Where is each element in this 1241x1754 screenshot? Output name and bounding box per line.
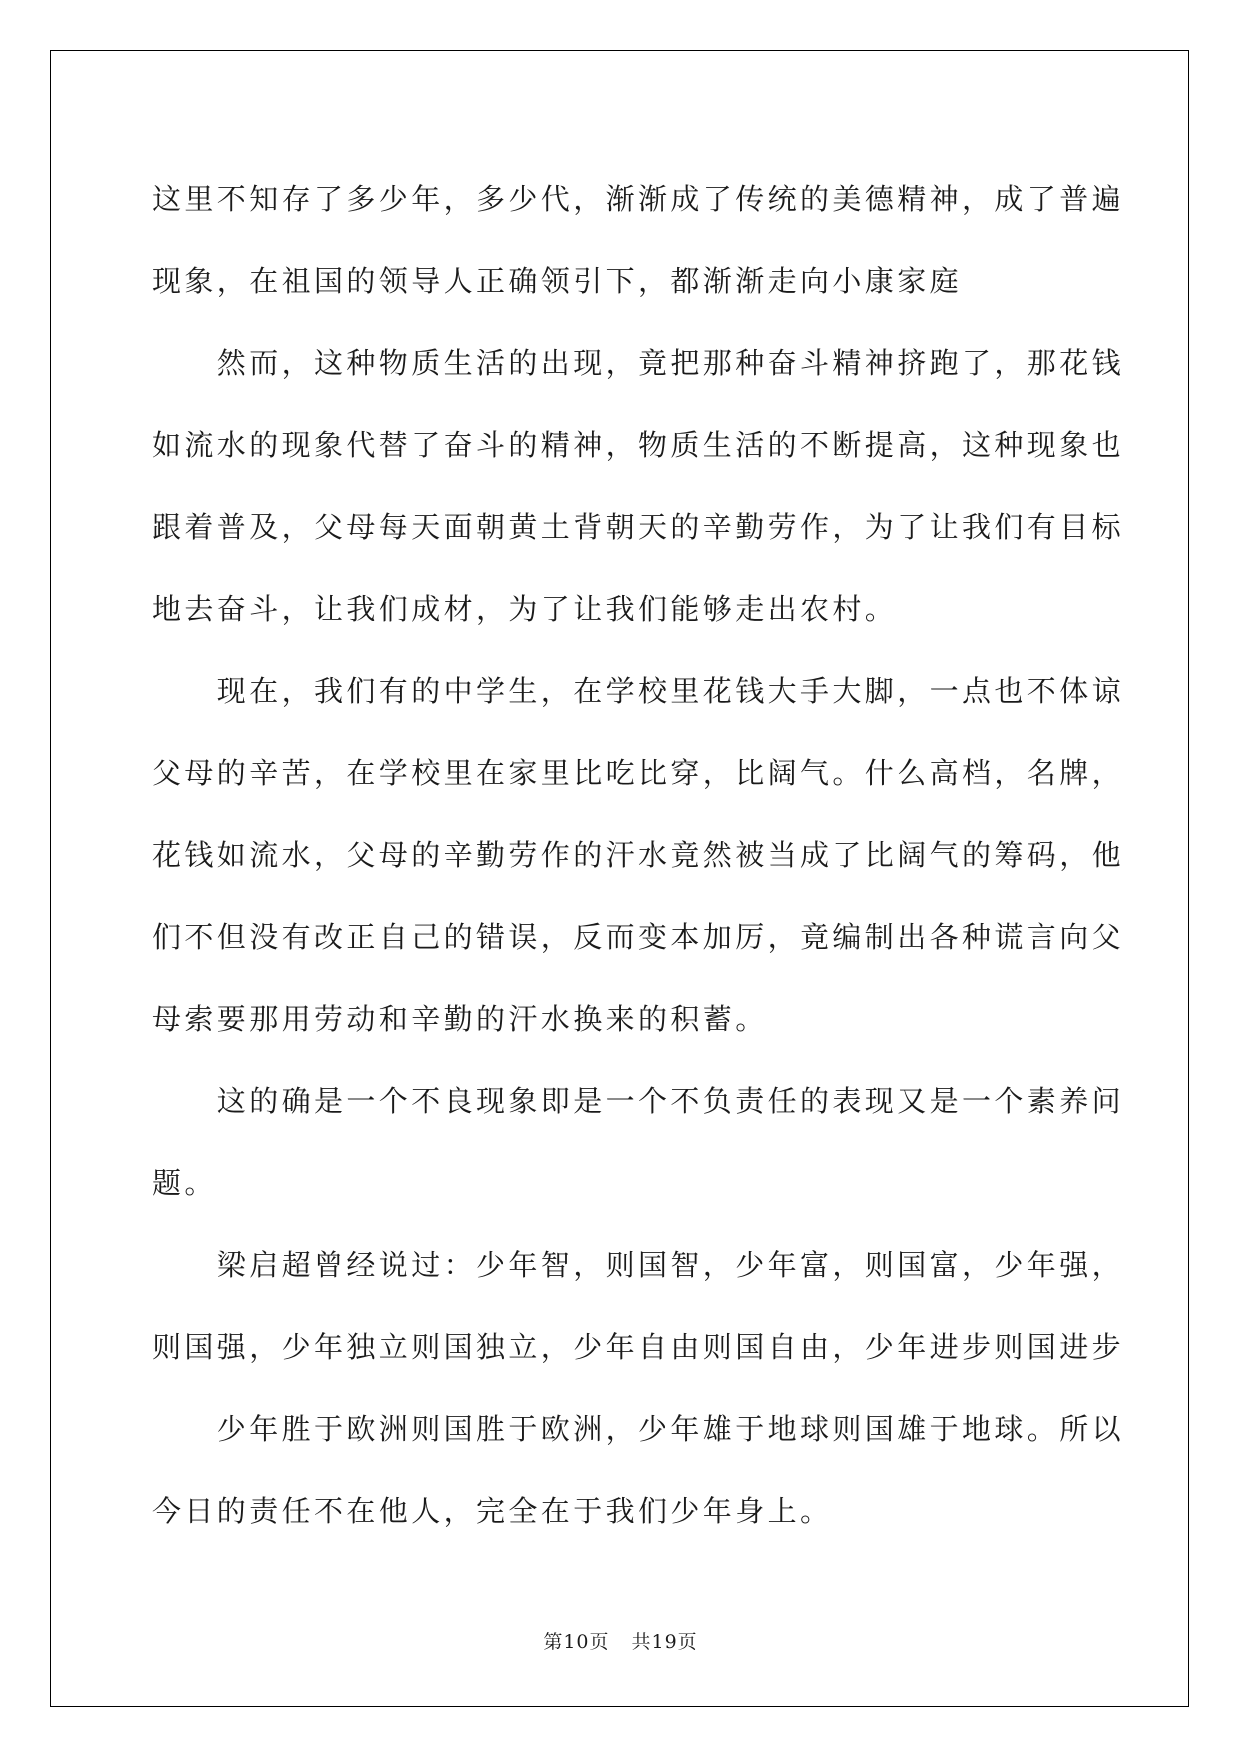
- text-line: 地去奋斗，让我们成材，为了让我们能够走出农村。: [152, 592, 898, 626]
- text-line: 少年胜于欧洲则国胜于欧洲，少年雄于地球则国雄于地球。所以: [152, 1412, 1125, 1446]
- page-number-total: 共19页: [631, 1631, 698, 1653]
- document-body: [152, 158, 1125, 1552]
- text-line: 现在，我们有的中学生，在学校里花钱大手大脚，一点也不体谅: [152, 674, 1125, 708]
- text-line: 则国强，少年独立则国独立，少年自由则国自由，少年进步则国进步: [152, 1330, 1125, 1364]
- text-line: 们不但没有改正自己的错误，反而变本加厉，竟编制出各种谎言向父: [152, 920, 1125, 954]
- text-line: 题。: [152, 1166, 217, 1200]
- text-line: 梁启超曾经说过：少年智，则国智，少年富，则国富，少年强，: [152, 1248, 1125, 1282]
- page-number-current: 第10页: [543, 1631, 610, 1653]
- text-line: 然而，这种物质生活的出现，竟把那种奋斗精神挤跑了，那花钱: [152, 346, 1125, 380]
- text-line: 跟着普及，父母每天面朝黄土背朝天的辛勤劳作，为了让我们有目标: [152, 510, 1125, 544]
- text-line: 今日的责任不在他人，完全在于我们少年身上。: [152, 1494, 833, 1528]
- text-line: 现象，在祖国的领导人正确领引下，都渐渐走向小康家庭: [152, 264, 963, 298]
- page-footer: [0, 1627, 1241, 1654]
- text-line: 如流水的现象代替了奋斗的精神，物质生活的不断提高，这种现象也: [152, 428, 1125, 462]
- text-line: 花钱如流水，父母的辛勤劳作的汗水竟然被当成了比阔气的筹码，他: [152, 838, 1125, 872]
- text-line: 这的确是一个不良现象即是一个不负责任的表现又是一个素养问: [152, 1084, 1125, 1118]
- text-line: 父母的辛苦，在学校里在家里比吃比穿，比阔气。什么高档，名牌，: [152, 756, 1125, 790]
- text-line: 母索要那用劳动和辛勤的汗水换来的积蓄。: [152, 1002, 768, 1036]
- text-line: 这里不知存了多少年，多少代，渐渐成了传统的美德精神，成了普遍: [152, 182, 1125, 216]
